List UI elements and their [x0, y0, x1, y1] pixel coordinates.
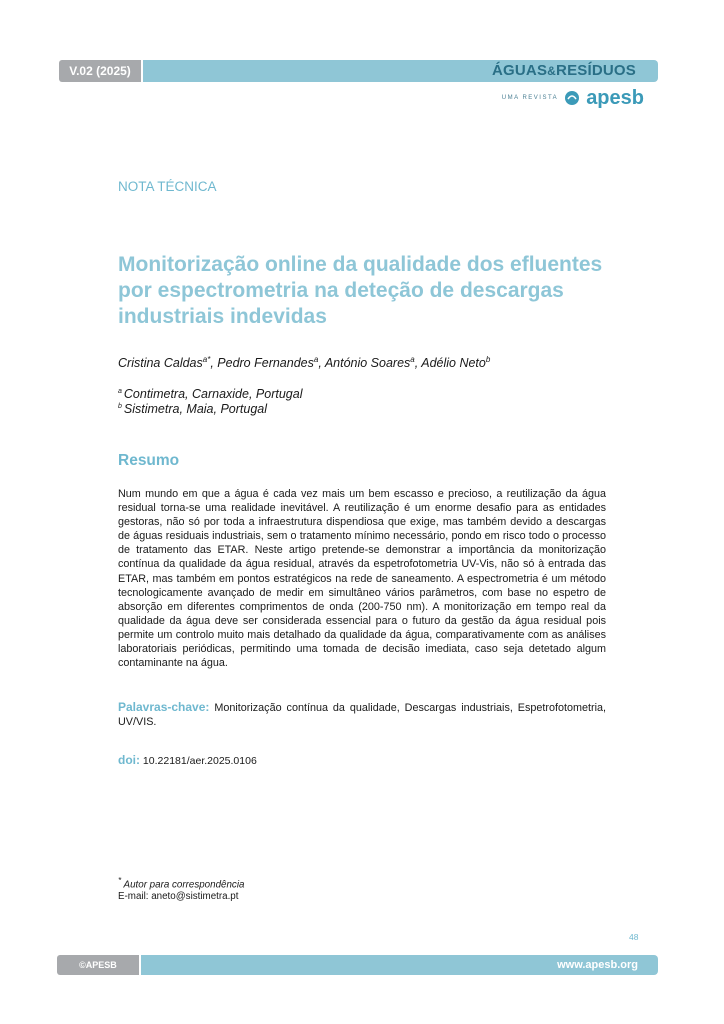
volume-badge: V.02 (2025): [59, 60, 141, 82]
author-list: Cristina Caldas$^{a*}$, Pedro Fernandes$^a$, António Soares$^a$, Adélio Neto$^b$: [118, 355, 491, 371]
publisher-name: apesb: [586, 87, 644, 109]
doi-value[interactable]: 10.22181/aer.2025.0106: [142, 755, 257, 767]
author-sup: a: [313, 355, 319, 364]
keywords-label: Palavras-chave:: [118, 700, 210, 714]
abstract-body: Num mundo em que a água é cada vez mais um bem escasso e precioso, a reutilização da água residual torna-se uma realidade inevitável. A reutilização é um enorme desafio para as entidades gestoras, não só por toda a infraestrutura dispendiosa que exige, mas também devido a descargas de águas residuais industriais, sem o tratamento mínimo necessário, pondo em risco todo o processo de tratamento das ETAR. Neste artigo pretende-se demonstrar a importância da monitorização contínua da qualidade da água residual, através da espetrofotometria UV-Vis, não só à entrada das ETAR, mas também em pontos estratégicos na rede de saneamento. A espectrometria é um método tecnologicamente avançado de medir em simultâneo vários parâmetros, com base no espetro de absorção em diferentes comprimentos de onda (200-750 nm). A monitorização em tempo real da qualidade da água deve ser considerada essencial para o futuro da gestão da água residual pois permite um controlo muito mais detalhado da qualidade da água, comparativamente com as análises laboratoriais periódicas, permitindo uma tomada de decisão imediata, caso seja detetado algum contaminante na água.: [118, 488, 606, 670]
footer-website[interactable]: www.apesb.org: [141, 955, 658, 975]
author-name: Pedro Fernandes: [217, 356, 314, 371]
brand-part2: RESÍDUOS: [556, 62, 636, 79]
keywords-text: Monitorização contínua da qualidade, Descargas industriais, Espetrofotometria, UV/VIS.: [118, 702, 607, 729]
author-name: Cristina Caldas: [118, 356, 203, 371]
section-label: NOTA TÉCNICA: [118, 179, 217, 194]
correspondence-email[interactable]: E-mail: aneto@sistimetra.pt: [118, 891, 239, 903]
article-title: Monitorização online da qualidade dos efluentes por espectrometria na deteção de descargas industriais indevidas: [118, 253, 603, 328]
author-sup: b: [485, 355, 491, 364]
correspondence-note: [118, 875, 244, 903]
brand-part1: ÁGUAS: [492, 62, 548, 79]
apesb-drop-icon: [564, 90, 580, 106]
affiliation: [118, 402, 267, 416]
affiliation-text: Sistimetra, Maia, Portugal: [123, 402, 268, 416]
journal-brand: [492, 61, 636, 81]
author-sup: a*: [202, 355, 211, 364]
doi-label: doi:: [118, 753, 140, 767]
keywords: [118, 700, 606, 729]
affiliation: [118, 387, 302, 401]
correspondence-label: Autor para correspondência: [123, 879, 245, 891]
affiliation-sup: a: [118, 387, 122, 395]
brand-amp: &: [547, 64, 557, 78]
author-name: António Soares: [324, 356, 411, 371]
affiliation-sup: b: [118, 402, 122, 410]
tagline: UMA REVISTA: [501, 95, 559, 101]
page-number: 48: [629, 932, 639, 942]
publisher-logo: [502, 88, 644, 108]
abstract-heading: Resumo: [118, 452, 180, 469]
affiliation-text: Contimetra, Carnaxide, Portugal: [123, 387, 303, 401]
author-sup: a: [410, 355, 415, 364]
footer-copyright: ©APESB: [57, 955, 139, 975]
correspondence-star: *: [118, 876, 122, 885]
author-name: Adélio Neto: [421, 356, 486, 371]
doi: [118, 753, 257, 767]
